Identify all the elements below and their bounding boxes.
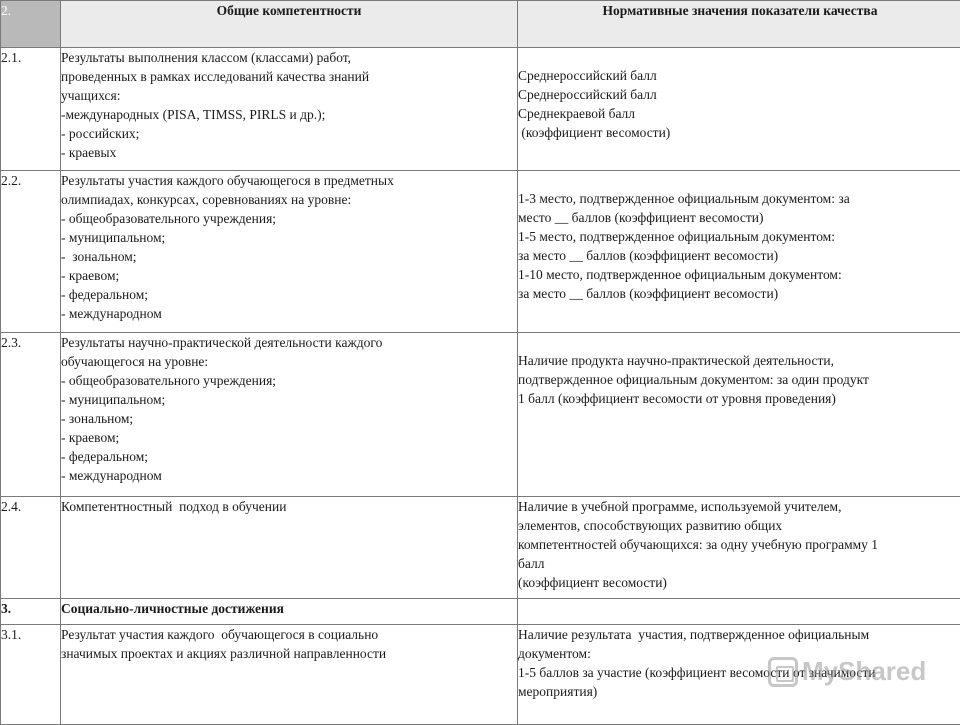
competency-line: - федеральном; xyxy=(61,285,517,304)
norm-line: документом: xyxy=(518,644,960,663)
norm-line: подтвержденное официальным документом: за один продукт xyxy=(518,370,960,389)
header-norms: Нормативные значения показатели качества xyxy=(518,1,960,48)
competency-line: - зональном; xyxy=(61,247,517,266)
norm-line: элементов, способствующих развитию общих xyxy=(518,516,960,535)
table-row xyxy=(1,497,960,599)
norm-line: 1-10 место, подтвержденное официальным документом: xyxy=(518,265,960,284)
competency-line: Результаты выполнения классом (классами) работ, xyxy=(61,48,517,67)
norm-line: за место __ баллов (коэффициент весомости) xyxy=(518,246,960,265)
norm-line: (коэффициент весомости) xyxy=(518,573,960,592)
competency-line: - российских; xyxy=(61,124,517,143)
row-num: 2.4. xyxy=(1,497,61,599)
competency-line: Результат участия каждого обучающегося в социально xyxy=(61,625,517,644)
norm-line: Наличие в учебной программе, используемой учителем, xyxy=(518,497,960,516)
row-num: 2.1. xyxy=(1,48,61,171)
header-num: 2. xyxy=(1,3,11,18)
competency-cell xyxy=(61,497,518,599)
norm-cell xyxy=(518,625,960,725)
table-row xyxy=(1,171,960,333)
competency-cell xyxy=(61,171,518,333)
competency-line: - международном xyxy=(61,466,517,485)
competency-line: - муниципальном; xyxy=(61,390,517,409)
competency-line: - краевых xyxy=(61,143,517,162)
competency-line: - краевом; xyxy=(61,428,517,447)
header-num-cell xyxy=(1,1,61,48)
section-row xyxy=(1,599,960,625)
competency-cell xyxy=(61,333,518,497)
section-title-text: Социально-личностные достижения xyxy=(61,599,517,618)
norm-line: Наличие продукта научно-практической деятельности, xyxy=(518,351,960,370)
competency-line: Компетентностный подход в обучении xyxy=(61,497,517,516)
competency-line: - общеобразовательного учреждения; xyxy=(61,209,517,228)
competency-line: учащихся: xyxy=(61,86,517,105)
norm-line: Среднекраевой балл xyxy=(518,104,960,123)
competency-line: олимпиадах, конкурсах, соревнованиях на уровне: xyxy=(61,190,517,209)
competency-line: значимых проектах и акциях различной направленности xyxy=(61,644,517,663)
competency-line: проведенных в рамках исследований качества знаний xyxy=(61,67,517,86)
competency-line: - международном xyxy=(61,304,517,323)
competency-line: -международных (PISA, TIMSS, PIRLS и др.); xyxy=(61,105,517,124)
competency-line: Результаты научно-практической деятельности каждого xyxy=(61,333,517,352)
norm-line: балл xyxy=(518,554,960,573)
norm-line: Среднероссийский балл xyxy=(518,66,960,85)
norm-line: за место __ баллов (коэффициент весомости) xyxy=(518,284,960,303)
table-row xyxy=(1,625,960,725)
watermark-text: MyShared xyxy=(802,656,926,687)
norm-cell xyxy=(518,497,960,599)
section-num: 3. xyxy=(1,599,61,625)
norm-line: 1-3 место, подтвержденное официальным документом: за xyxy=(518,189,960,208)
row-num: 3.1. xyxy=(1,625,61,725)
competency-line: обучающегося на уровне: xyxy=(61,352,517,371)
competency-line: - краевом; xyxy=(61,266,517,285)
norm-line: 1-5 место, подтвержденное официальным документом: xyxy=(518,227,960,246)
norm-line: место __ баллов (коэффициент весомости) xyxy=(518,208,960,227)
competency-line: - зональном; xyxy=(61,409,517,428)
competency-line: - муниципальном; xyxy=(61,228,517,247)
norm-line: (коэффициент весомости) xyxy=(518,123,960,142)
norm-cell xyxy=(518,48,960,171)
competency-line: Результаты участия каждого обучающегося в предметных xyxy=(61,171,517,190)
norm-line: 1-5 баллов за участие (коэффициент весомости от значимости xyxy=(518,663,960,682)
row-num: 2.3. xyxy=(1,333,61,497)
norm-line: 1 балл (коэффициент весомости от уровня проведения) xyxy=(518,389,960,408)
row-num: 2.2. xyxy=(1,171,61,333)
norm-line: компетентностей обучающихся: за одну учебную программу 1 xyxy=(518,535,960,554)
norm-cell xyxy=(518,171,960,333)
competency-cell xyxy=(61,48,518,171)
table-header-row xyxy=(1,1,960,48)
norm-line: мероприятия) xyxy=(518,682,960,701)
competency-cell xyxy=(61,625,518,725)
norm-cell-empty xyxy=(518,599,960,625)
table-row xyxy=(1,333,960,497)
competency-line: - федеральном; xyxy=(61,447,517,466)
norm-line: Среднероссийский балл xyxy=(518,85,960,104)
header-competencies: Общие компетентности xyxy=(61,1,518,48)
table-row xyxy=(1,48,960,171)
norm-line: Наличие результата участия, подтвержденное официальным xyxy=(518,625,960,644)
competency-line: - общеобразовательного учреждения; xyxy=(61,371,517,390)
section-title xyxy=(61,599,518,625)
norm-cell xyxy=(518,333,960,497)
